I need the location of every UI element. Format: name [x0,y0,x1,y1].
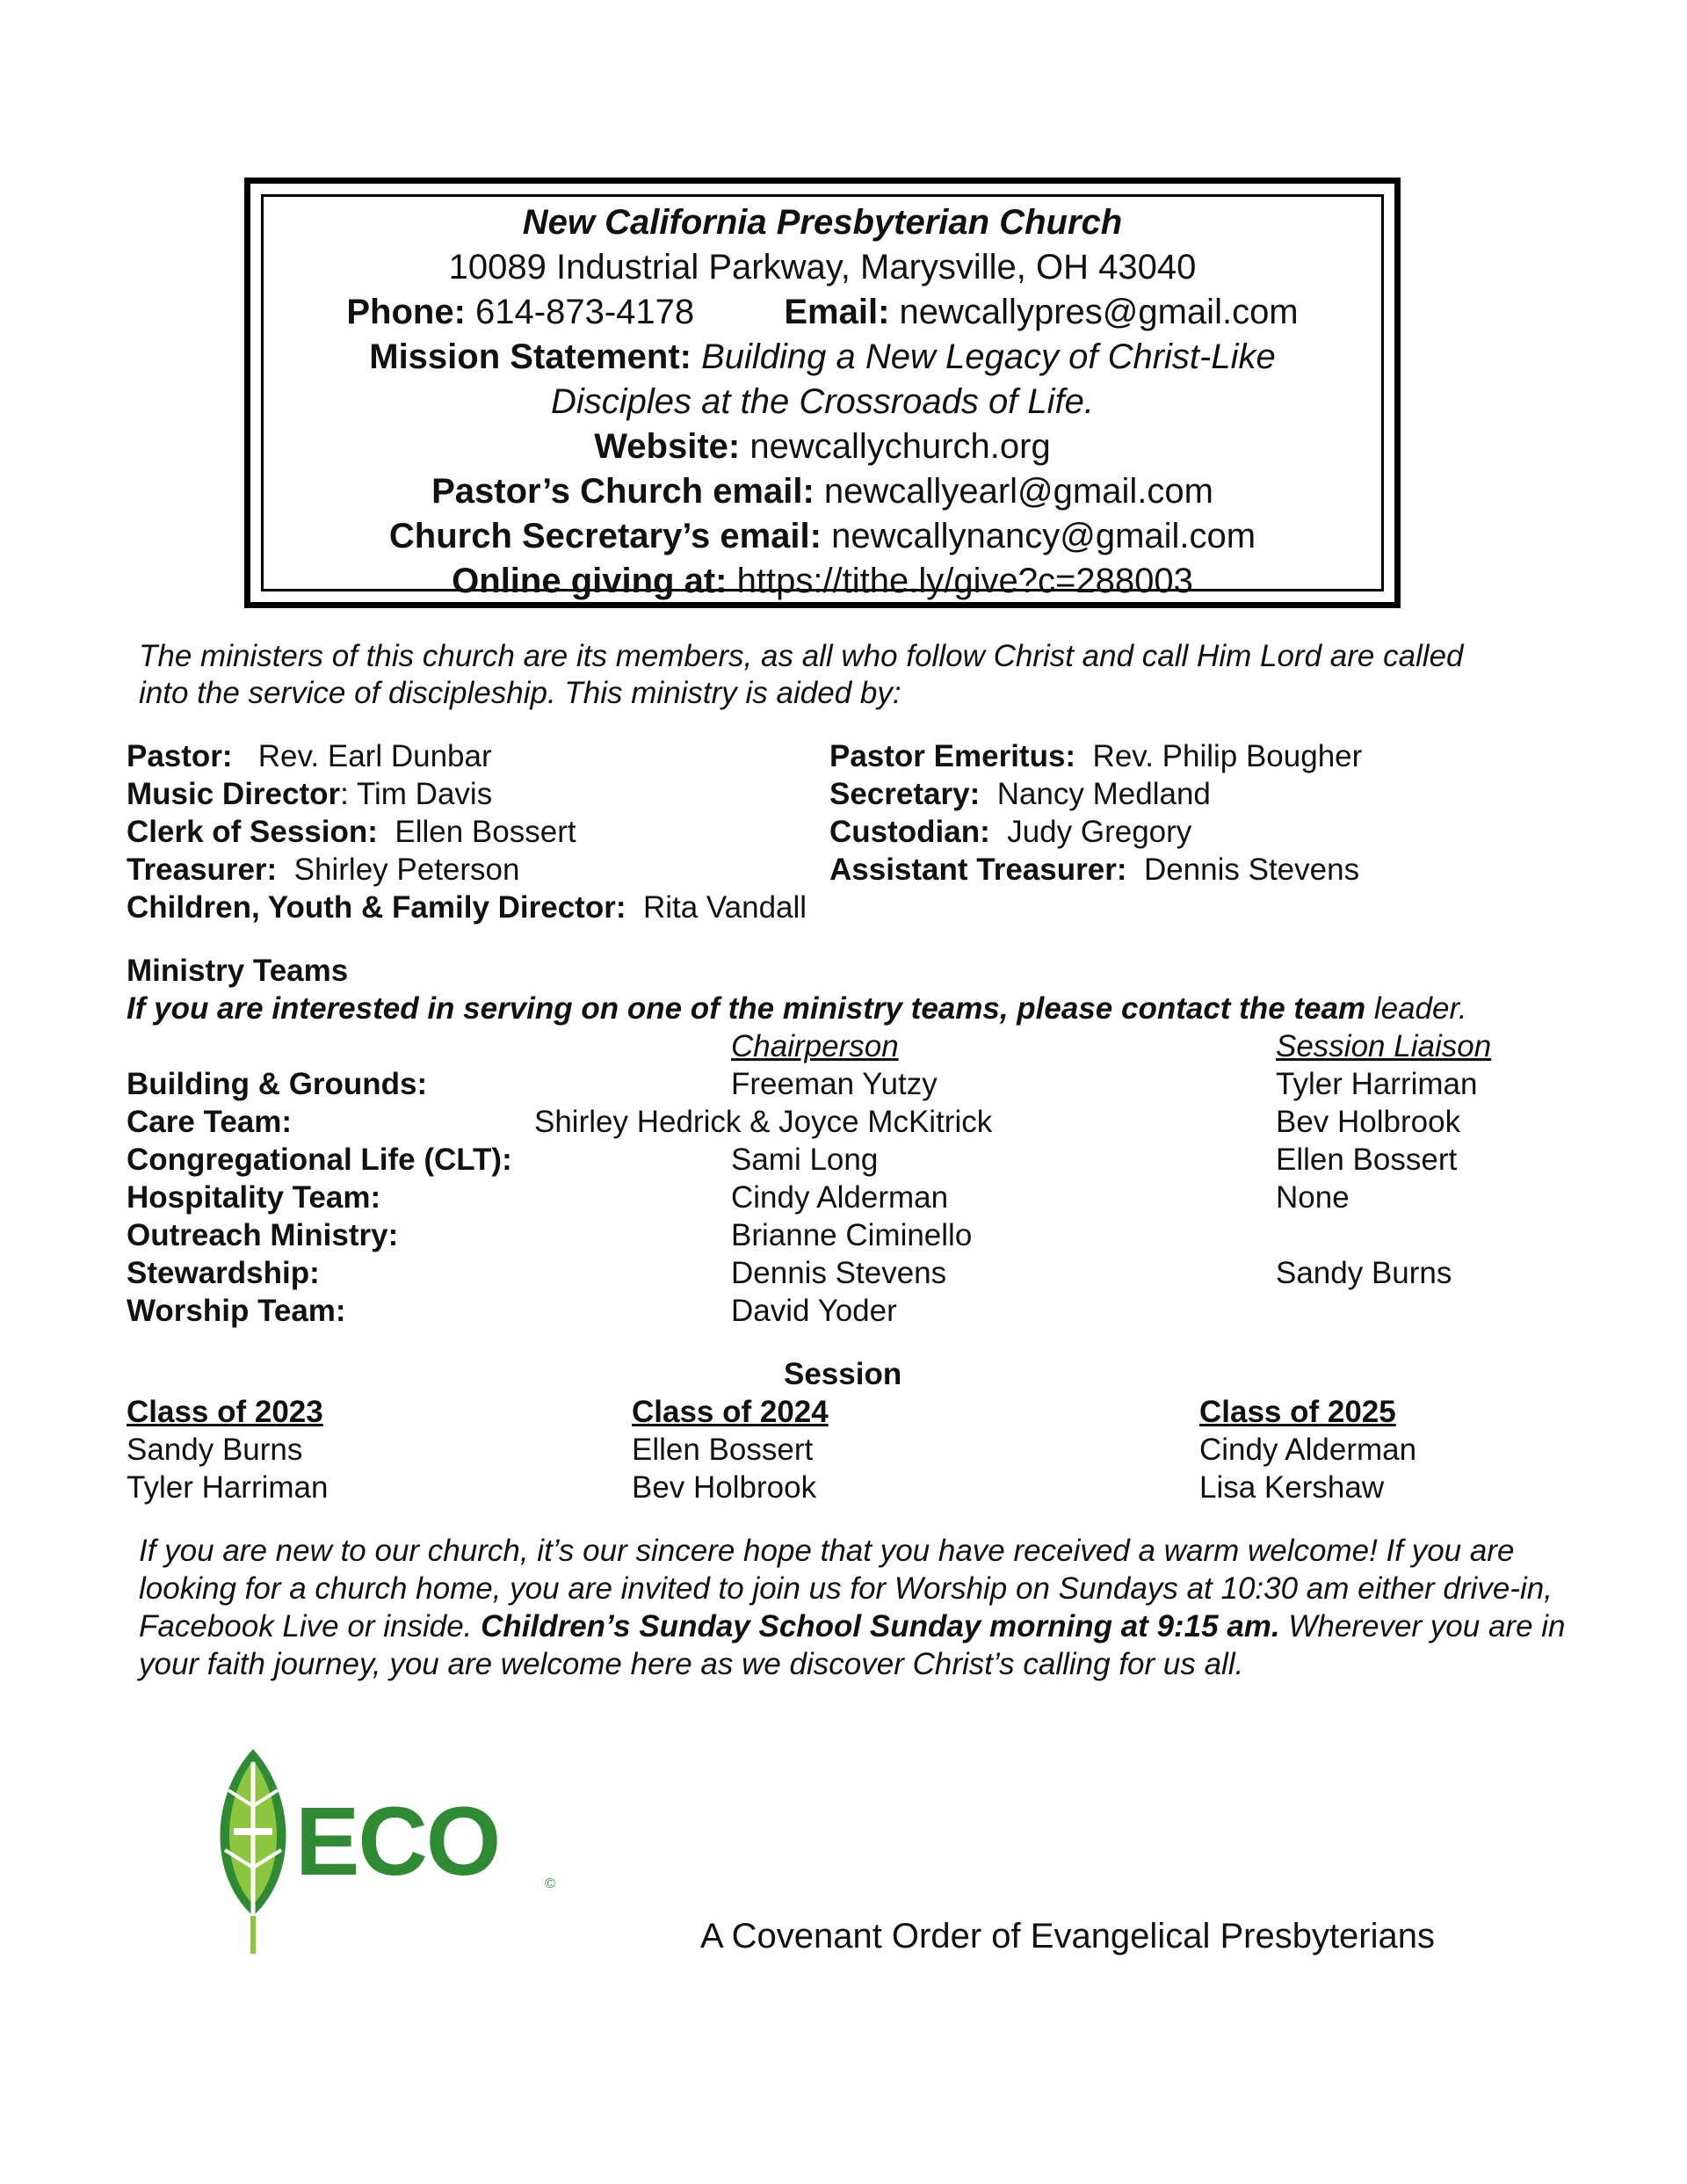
church-info-box [244,178,1401,608]
staff-name: Ellen Bossert [395,815,576,849]
website-line [264,424,1381,468]
team-liaison: Tyler Harriman [1276,1067,1478,1101]
eco-logo [200,1745,569,1955]
eco-tagline: A Covenant Order of Evangelical Presbyterians [700,1917,1435,1955]
mission-text-1: Building a New Legacy of Christ-Like [701,337,1276,376]
contact-line [264,290,1381,334]
staff-label: Music Director [127,777,341,811]
secretary-email[interactable]: newcallynancy@gmail.com [831,517,1256,555]
mission-label: Mission Statement: [369,337,691,376]
session-liaison-header: Session Liaison [1276,1029,1492,1063]
team-chair: Dennis Stevens [731,1256,947,1290]
team-chair: Freeman Yutzy [731,1067,938,1101]
staff-label: Secretary: [829,777,981,811]
staff-secretary [829,775,1211,813]
staff-name: Judy Gregory [1007,815,1192,849]
team-chair: David Yoder [731,1294,897,1328]
giving-url[interactable]: https://tithe.ly/give?c=288003 [736,562,1193,600]
class-member: Lisa Kershaw [1199,1470,1385,1505]
welcome-sunday-school: Children’s Sunday School Sunday morning at 9:15 am. [481,1609,1280,1643]
email-address[interactable]: newcallypres@gmail.com [899,293,1299,331]
welcome-text: If you are new to our church, it’s our sincere hope that you have received a warm welcome! If you are looking for a church home, you are invited to join us for Worship on Sundays at 10:30 am either drive-in, Facebook Live or inside. [139,1534,1553,1643]
phone-number: 614-873-4178 [475,293,695,331]
team-liaison: Ellen Bossert [1276,1143,1458,1177]
website-url[interactable]: newcallychurch.org [749,427,1051,466]
team-name: Outreach Ministry: [127,1218,399,1252]
phone-label: Phone: [346,293,466,331]
staff-name: Rev. Philip Bougher [1092,739,1363,773]
class-member: Ellen Bossert [632,1433,814,1467]
staff-assistant-treasurer [829,851,1359,889]
team-name: Hospitality Team: [127,1180,381,1215]
staff-name: Shirley Peterson [293,853,520,887]
staff-label: Assistant Treasurer: [829,853,1127,887]
intro-line-2: into the service of discipleship. This ministry is aided by: [139,676,901,710]
team-name: Care Team: [127,1105,293,1139]
team-chair: Brianne Ciminello [731,1218,973,1252]
staff-cyf-director [127,889,807,926]
staff-label: Pastor Emeritus: [829,739,1076,773]
mission-line-1 [264,335,1381,379]
secretary-email-line [264,514,1381,558]
staff-label: Children, Youth & Family Director: [127,890,626,925]
staff-custodian [829,813,1191,851]
giving-line [264,559,1381,603]
team-liaison: Sandy Burns [1276,1256,1452,1290]
giving-label: Online giving at: [452,562,728,600]
staff-pastor [127,737,492,775]
ministry-note-plain: leader. [1365,991,1467,1026]
pastor-email-line [264,469,1381,513]
welcome-text-end: Wherever you are in your faith journey, you are welcome here as we discover Christ’s calling for us all. [139,1609,1566,1681]
staff-treasurer [127,851,519,889]
class-member: Sandy Burns [127,1433,303,1467]
session-title: Session [784,1357,902,1391]
team-liaison: Bev Holbrook [1276,1105,1461,1139]
website-label: Website: [594,427,741,466]
class-member: Cindy Alderman [1199,1433,1417,1467]
eco-logo-text: ECO [295,1788,500,1896]
secretary-email-label: Church Secretary’s email: [388,517,822,555]
team-name: Congregational Life (CLT): [127,1143,512,1177]
team-chair: Sami Long [731,1143,879,1177]
team-name: Stewardship: [127,1256,320,1290]
staff-label: Pastor: [127,739,233,773]
team-name: Worship Team: [127,1294,346,1328]
eco-logo-mark: © [545,1876,555,1891]
team-chair: Cindy Alderman [731,1180,949,1215]
team-name: Building & Grounds: [127,1067,428,1101]
staff-name: Nancy Medland [996,777,1211,811]
mission-text-2: Disciples at the Crossroads of Life. [550,382,1095,421]
class-member: Tyler Harriman [127,1470,329,1505]
team-liaison: None [1276,1180,1350,1215]
staff-label: Treasurer: [127,853,278,887]
intro-line-1: The ministers of this church are its members, as all who follow Christ and call Him Lord are called [139,639,1464,673]
church-address: 10089 Industrial Parkway, Marysville, OH 43040 [448,248,1197,287]
staff-music-director [127,775,492,813]
chairperson-header: Chairperson [731,1029,899,1063]
staff-pastor-emeritus [829,737,1362,775]
staff-label: Custodian: [829,815,990,849]
ministry-teams-title: Ministry Teams [127,954,349,988]
church-name: New California Presbyterian Church [522,203,1123,242]
ministry-note-bold: If you are interested in serving on one of the ministry teams, please contact the team [127,991,1366,1026]
class-title: Class of 2023 [127,1395,323,1429]
pastor-email[interactable]: newcallyearl@gmail.com [823,472,1213,511]
staff-clerk [127,813,576,851]
staff-label: Clerk of Session: [127,815,378,849]
staff-name: Rev. Earl Dunbar [257,739,492,773]
staff-name: Dennis Stevens [1143,853,1360,887]
class-member: Bev Holbrook [632,1470,817,1505]
pastor-email-label: Pastor’s Church email: [431,472,815,511]
class-title: Class of 2025 [1199,1395,1396,1429]
staff-name: : Tim Davis [340,777,493,811]
welcome-paragraph [139,1532,1580,1683]
team-chair: Shirley Hedrick & Joyce McKitrick [534,1105,993,1139]
staff-name: Rita Vandall [642,890,807,925]
email-label: Email: [784,293,890,331]
ministry-note [127,990,1467,1027]
church-info-inner-border [261,194,1384,600]
class-title: Class of 2024 [632,1395,829,1429]
